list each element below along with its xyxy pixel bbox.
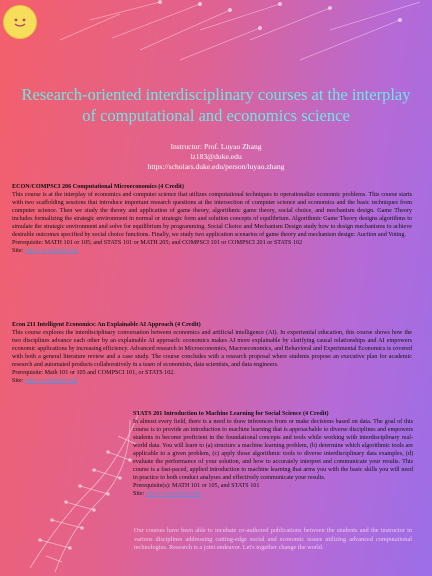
- site-label: Site:: [12, 248, 25, 255]
- course-econ-compsci-206: [12, 183, 412, 255]
- instructor-block: [100, 142, 332, 173]
- course-description: In almost every field, there is a need to draw inferences from or make decisions based on data. The goal of this course is to provide an introduction to machine learning that is approachable to diverse disciplines and empowers students to become proficient in the foundational concepts and tools while working with interdisciplinary real-world data. You will learn to (a) structure a machine learning problem, (b) determine which algorithmic tools are applicable to a given problem, (c) apply those algorithmic tools to diverse interdisciplinary data examples, (d) evaluate the performance of your solution, and how to accurately interpret and communicate your results. This course is a fast-paced, applied introduction to machine learning that arms you with the basic skills you will need in practice to both conduct analyses and effectively communicate your results.: [133, 419, 413, 482]
- instructor-url[interactable]: https://scholars.duke.edu/person/luyao.zhang: [147, 162, 285, 172]
- course-description: This course explores the interdisciplinary conversation between economics and artificial intelligence (AI). In experiential education, this course shows how the two disciplines advance each other by an explainable AI approach: economics makes AI more explainable by clarifying causal relationships and AI empowers economic applications by increasing efficiency. Advanced research in Microeconomics, Macroeconomics, and Behavioral and Experimental Economics is covered with both a general literature review and a case study. The course concludes with a research proposal where students propose an executive plan for academic research and automated products collaboratively in a team of economists, data scientists, and data engineers.: [12, 330, 413, 369]
- logo-badge: [4, 6, 36, 38]
- course-site-link[interactable]: https://ms.pubpub.org/: [145, 491, 202, 498]
- closing-statement: Our courses have been able to incubate co-authored publications between the students and the instructor in various disciplines addressing cutting-edge social and economic issues utilizing advanced computational technologies. Research is a joint endeavor. Let's together change the world.: [134, 527, 412, 552]
- course-title: Econ 211 Intelligent Economics: An Explainable AI Approach (4 Credit): [12, 322, 201, 328]
- course-econ-211: [12, 321, 412, 385]
- course-title: STATS 201 Introduction to Machine Learning for Social Science (4 Credit): [133, 411, 329, 417]
- course-site: [12, 377, 412, 385]
- course-prerequisite: Prerequisite: Math 101 or 105 and COMPSCI 101, or STATS 102.: [12, 370, 175, 377]
- course-stats-201: [133, 410, 413, 499]
- course-site-link[interactable]: https://ie.pubpub.org/: [24, 378, 78, 385]
- site-label: Site:: [133, 491, 146, 498]
- poster-title: Research-oriented interdisciplinary courses at the interplay of computational and economics science: [21, 85, 411, 125]
- course-site: [12, 247, 412, 255]
- site-label: Site:: [12, 378, 25, 385]
- course-title: ECON/COMPSCI 206 Computational Microeconomics (4 Credit): [12, 184, 184, 190]
- course-site: [133, 490, 413, 498]
- course-prerequisite: Prerequisite: MATH 101 or 105; and STATS 101 or MATH 205; and COMPSCI 101 or COMPSCI 201 or STATS 102: [12, 240, 303, 247]
- course-site-link[interactable]: https://sc.pubpub.org/: [24, 248, 79, 255]
- smiley-icon: [10, 15, 30, 29]
- course-prerequisite: Prerequisite(s): MATH 101 or 105, and STATS 101: [133, 483, 260, 490]
- course-description: This course is at the interplay of economics and computer science that utilizes computational techniques to operationalize economic problems. This course starts with two scaffolding sessions that introduce important research questions at the intersection of computer science and economics and the basic techniques from computer science. Then we study the theory and application of game theory, algorithmic game theory, social choice, and mechanism design. Game Theory includes formalizing the strategic environment in normal or strategic form and solution concepts of equilibrium. Algorithmic Game Theory designs algorithms to simulate the strategic environment and solve for equilibrium by programming. Social Choice and Mechanism Design study how to design mechanisms to achieve desirable outcomes specified by social choice functions. Finally, we study two application scenarios of game theory and mechanism design: Auction and Voting.: [12, 192, 412, 239]
- instructor-name: Instructor: Prof. Luyao Zhang: [170, 142, 262, 151]
- instructor-email[interactable]: lz183@duke.edu: [190, 152, 242, 162]
